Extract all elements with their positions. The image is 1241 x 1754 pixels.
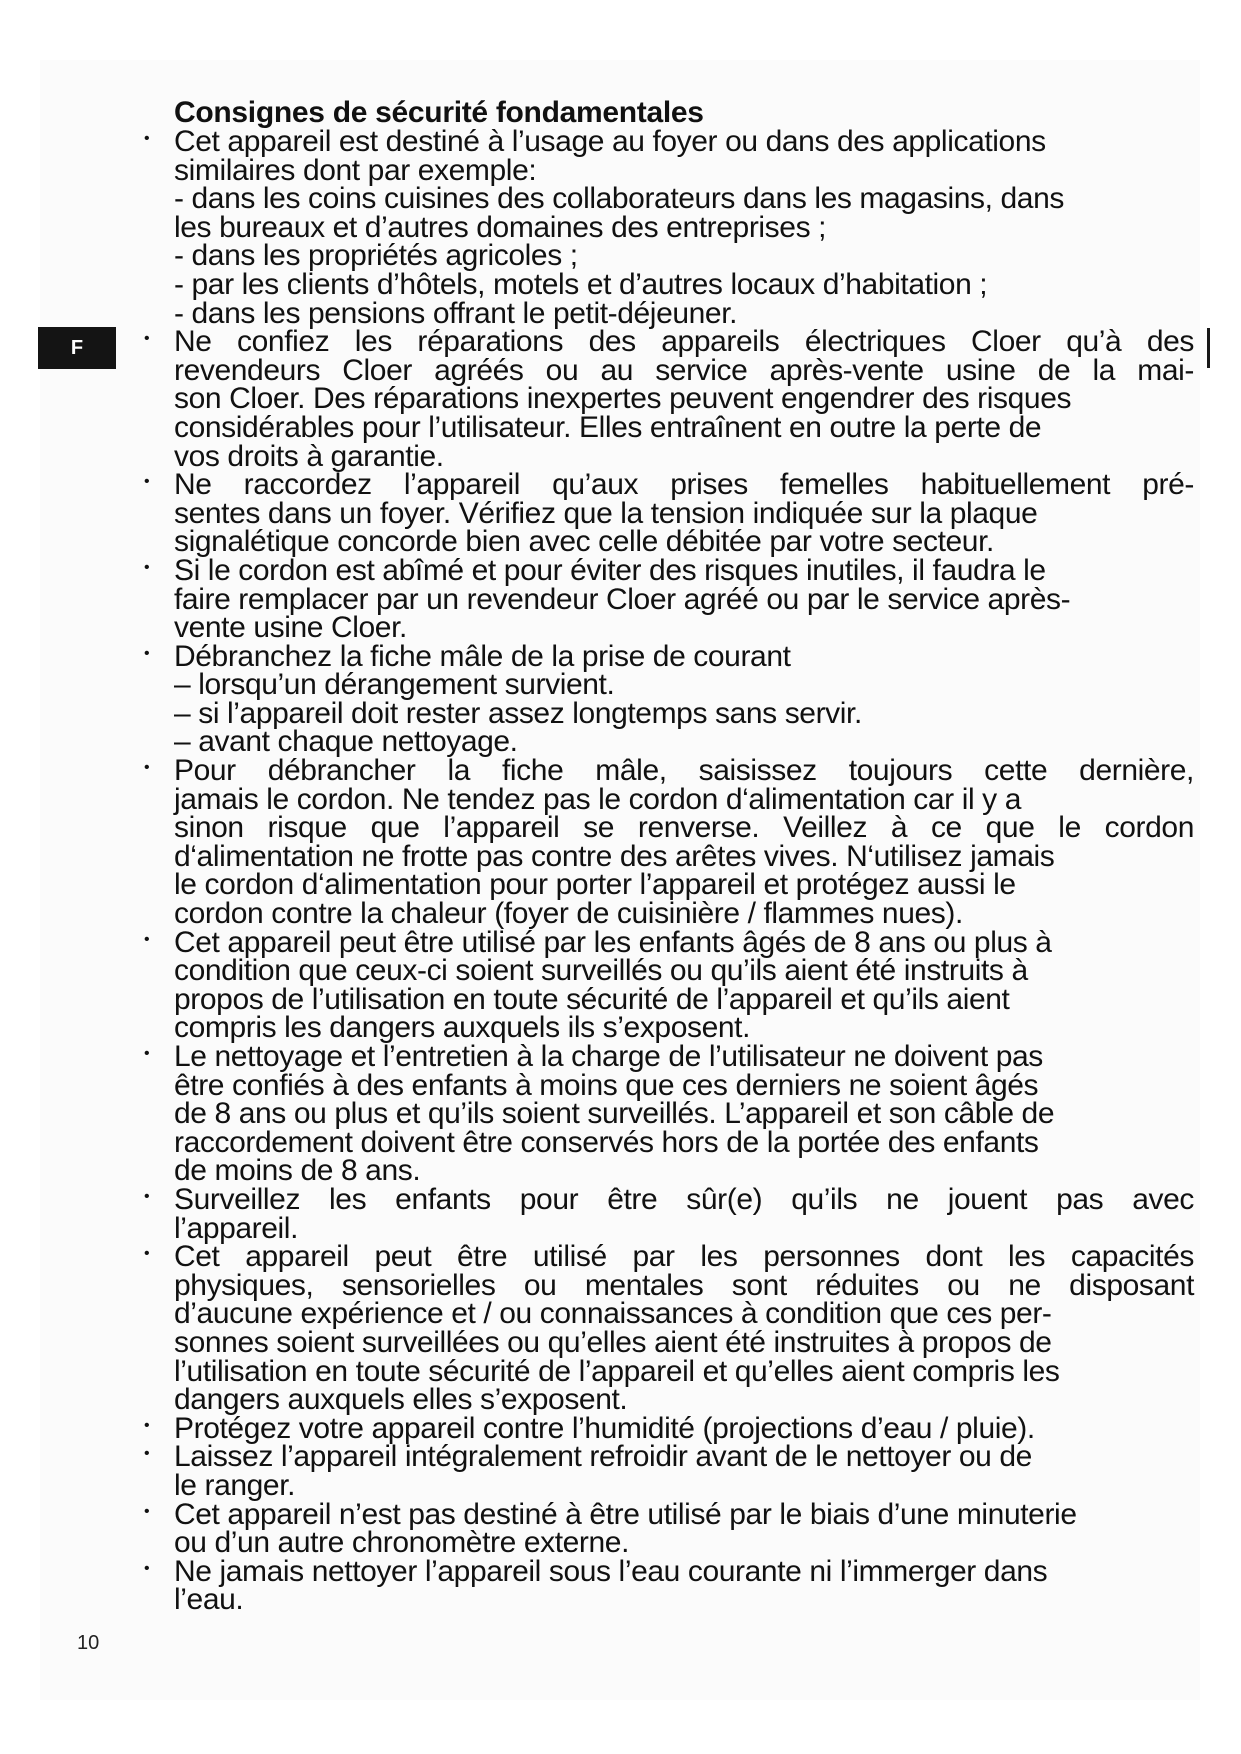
safety-item [174, 468, 1194, 559]
safety-item [174, 125, 1194, 330]
safety-item [174, 1497, 1194, 1560]
safety-item-line: les bureaux et d’autres domaines des entreprises ; [174, 210, 827, 244]
safety-item-line: revendeurs Cloer agréés ou au service après-vente usine de la mai- [174, 353, 1194, 387]
safety-item-line: • Cet appareil peut être utilisé par les personnes dont les capacités [174, 1240, 1194, 1274]
safety-item-line: • Débranchez la fiche mâle de la prise de courant [174, 639, 791, 673]
safety-item-line: - dans les coins cuisines des collaborateurs dans les magasins, dans [174, 182, 1064, 216]
safety-item [174, 925, 1194, 1045]
safety-item-line: vente usine Cloer. [174, 611, 407, 645]
safety-item-line: son Cloer. Des réparations inexpertes peuvent engendrer des risques [174, 382, 1072, 416]
language-tab: F [38, 327, 116, 369]
safety-item-line: - dans les pensions offrant le petit-déjeuner. [174, 296, 738, 330]
safety-item-line: considérables pour l’utilisateur. Elles entraînent en outre la perte de [174, 410, 1042, 444]
safety-item-line: • Ne raccordez l’appareil qu’aux prises femelles habituellement pré- [174, 468, 1194, 502]
safety-item-line: sinon risque que l’appareil se renverse. Veillez à ce que le cordon [174, 811, 1194, 845]
safety-item [174, 1182, 1194, 1245]
safety-item-line: de 8 ans ou plus et qu’ils soient surveillés. L’appareil et son câble de [174, 1097, 1055, 1131]
page-number: 10 [77, 1632, 100, 1654]
safety-item [174, 553, 1194, 645]
safety-instructions [174, 98, 1194, 1615]
safety-item-line: le cordon d‘alimentation pour porter l’appareil et protégez aussi le [174, 868, 1016, 902]
safety-item-line: physiques, sensorielles ou mentales sont réduites ou ne disposant [174, 1268, 1194, 1302]
safety-item-line: jamais le cordon. Ne tendez pas le cordon d‘alimentation car il y a [174, 782, 1021, 816]
safety-item-line: • Le nettoyage et l’entretien à la charge de l’utilisateur ne doivent pas [174, 1040, 1043, 1073]
safety-item-line: • Cet appareil est destiné à l’usage au foyer ou dans des applications [174, 125, 1046, 158]
safety-item-line: cordon contre la chaleur (foyer de cuisinière / flammes nues). [174, 897, 963, 931]
margin-marker [1207, 328, 1210, 368]
safety-list [174, 125, 1194, 1617]
safety-item-line: le ranger. [174, 1468, 296, 1502]
safety-item-line: • Surveillez les enfants pour être sûr(e) qu’ils ne jouent pas avec [174, 1182, 1194, 1216]
safety-item-line: propos de l’utilisation en toute sécurité de l’appareil et qu’ils aient [174, 982, 1010, 1016]
safety-item [174, 1240, 1194, 1417]
safety-item-line: condition que ceux-ci soient surveillés ou qu’ils aient été instruits à [174, 954, 1028, 988]
safety-item [174, 1440, 1194, 1502]
safety-item-line: être confiés à des enfants à moins que ces derniers ne soient âgés [174, 1068, 1039, 1102]
section-heading: Consignes de sécurité fondamentales [174, 96, 704, 129]
safety-item [174, 1411, 1194, 1445]
safety-item-line: • Protégez votre appareil contre l’humidité (projections d’eau / pluie). [174, 1411, 1035, 1445]
safety-item-line: d’aucune expérience et / ou connaissances à condition que ces per- [174, 1297, 1052, 1331]
safety-item-line: d‘alimentation ne frotte pas contre des arêtes vives. N‘utilisez jamais [174, 839, 1055, 873]
safety-item [174, 1554, 1194, 1617]
safety-item-line: • Ne confiez les réparations des appareils électriques Cloer qu’à des [174, 325, 1194, 359]
safety-item-line: • Laissez l’appareil intégralement refroidir avant de le nettoyer ou de [174, 1440, 1032, 1474]
safety-item-line: de moins de 8 ans. [174, 1154, 421, 1188]
safety-item-line: sentes dans un foyer. Vérifiez que la tension indiquée sur la plaque [174, 496, 1038, 530]
safety-item-line: vos droits à garantie. [174, 439, 444, 473]
safety-item-line: l’utilisation en toute sécurité de l’appareil et qu’elles aient compris les [174, 1354, 1060, 1388]
safety-item [174, 325, 1194, 473]
safety-item-line: • Si le cordon est abîmé et pour éviter des risques inutiles, il faudra le [174, 553, 1046, 587]
safety-item-line: ou d’un autre chronomètre externe. [174, 1526, 630, 1560]
safety-item-line: • Cet appareil n’est pas destiné à être utilisé par le biais d’une minuterie [174, 1497, 1077, 1531]
safety-item-line: - dans les propriétés agricoles ; [174, 239, 578, 273]
safety-item-line: – avant chaque nettoyage. [174, 725, 518, 759]
safety-item-line: l’eau. [174, 1583, 244, 1617]
safety-item-line: - par les clients d’hôtels, motels et d’autres locaux d’habitation ; [174, 267, 988, 301]
safety-item-line: • Cet appareil peut être utilisé par les enfants âgés de 8 ans ou plus à [174, 925, 1052, 959]
safety-item-line: similaires dont par exemple: [174, 153, 537, 187]
safety-item [174, 1040, 1194, 1188]
safety-item-line: raccordement doivent être conservés hors de la portée des enfants [174, 1125, 1039, 1159]
safety-item-line: • Ne jamais nettoyer l’appareil sous l’eau courante ni l’immerger dans [174, 1554, 1048, 1588]
safety-item-line: sonnes soient surveillées ou qu’elles aient été instruites à propos de [174, 1325, 1052, 1359]
safety-item-line: signalétique concorde bien avec celle débitée par votre secteur. [174, 525, 994, 559]
safety-item-line: l’appareil. [174, 1211, 299, 1245]
safety-item-line: – si l’appareil doit rester assez longtemps sans servir. [174, 696, 862, 730]
safety-item-line: • Pour débrancher la fiche mâle, saisissez toujours cette dernière, [174, 754, 1194, 788]
safety-item-line: faire remplacer par un revendeur Cloer agréé ou par le service après- [174, 582, 1071, 616]
safety-item [174, 639, 1194, 759]
safety-item-line: – lorsqu’un dérangement survient. [174, 668, 615, 702]
safety-item-line: compris les dangers auxquels ils s’exposent. [174, 1011, 751, 1045]
safety-item-line: dangers auxquels elles s’exposent. [174, 1383, 628, 1417]
safety-item [174, 754, 1194, 931]
